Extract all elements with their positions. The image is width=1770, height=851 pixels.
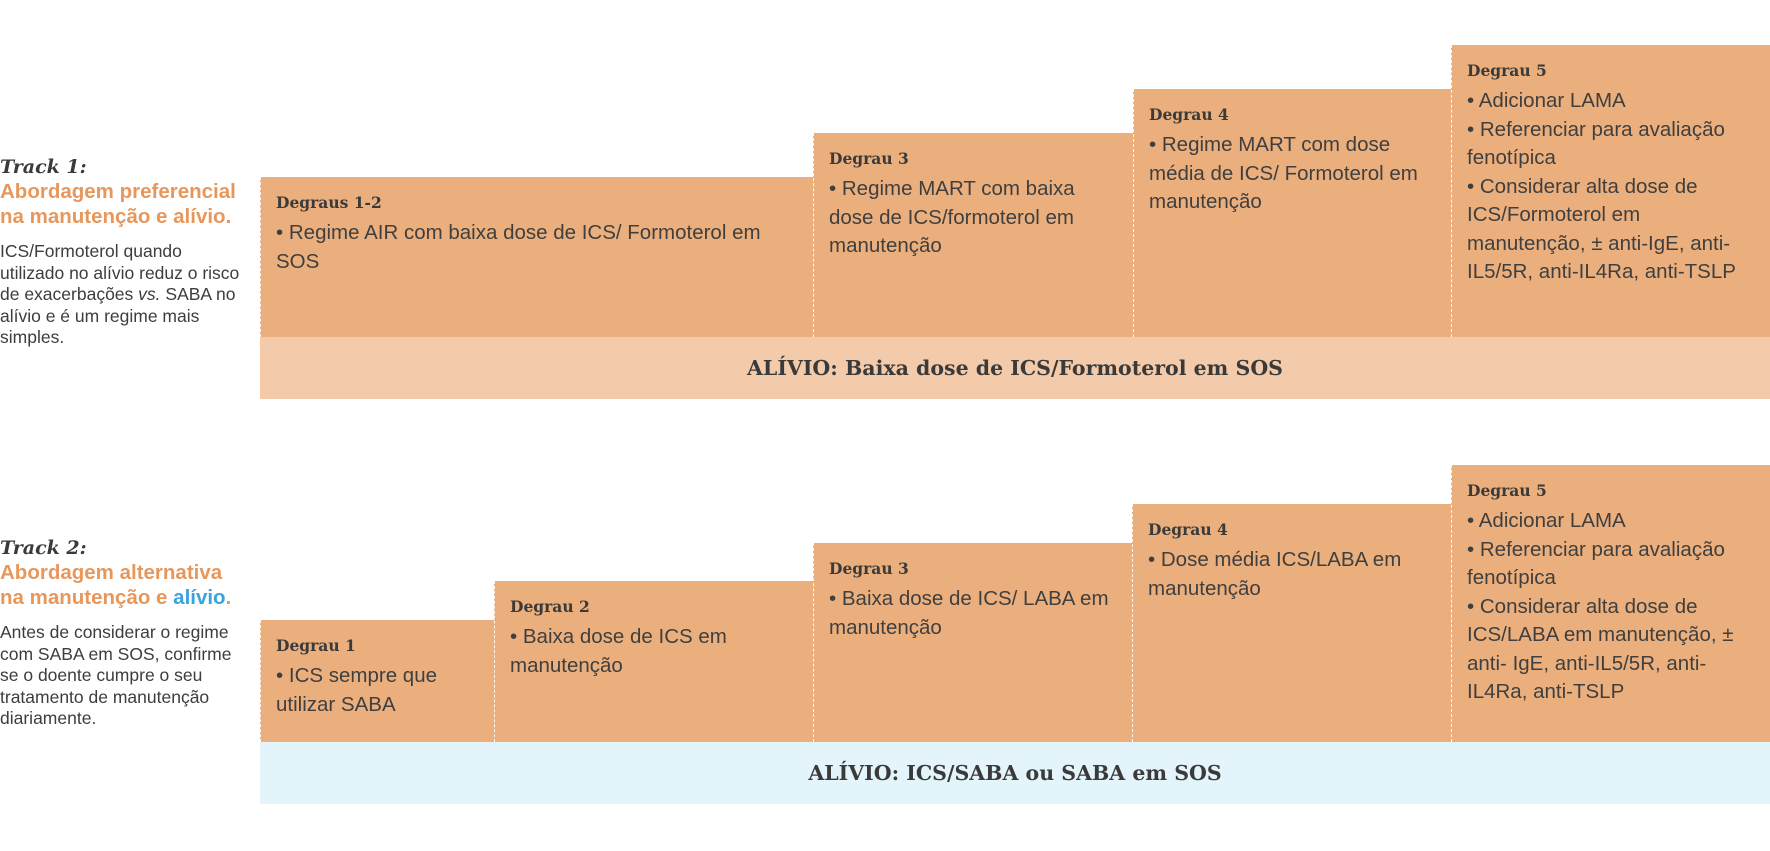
step-title: Degrau 5: [1467, 61, 1547, 80]
step-item: • Baixa dose de ICS/ LABA em manutenção: [829, 587, 1109, 639]
step-title: Degrau 2: [510, 597, 590, 616]
track2-step-4: [1132, 504, 1451, 742]
track2-heading-end: .: [225, 586, 232, 609]
track1-step-5: [1451, 45, 1770, 337]
step-title: Degrau 3: [829, 559, 909, 578]
track2-step-3: [813, 543, 1132, 742]
step-items: [276, 662, 482, 719]
step-item: • ICS sempre que utilizar SABA: [276, 664, 437, 716]
step-item: • Regime MART com dose média de ICS/ Formoterol em manutenção: [1149, 133, 1418, 213]
step-item: • Considerar alta dose de ICS/Formoterol em manutenção, ± anti-IgE, anti-IL5/5R, anti-IL4Ra, anti-TSLP: [1467, 174, 1736, 283]
step-items: [276, 219, 801, 276]
track2-step-5: [1451, 465, 1770, 742]
track1-description-text-end: SABA no alívio e é um regime mais simples.: [0, 284, 236, 347]
track2-label: Track 2:: [0, 537, 87, 559]
track1-step-4: [1133, 89, 1451, 337]
step-item: • Referenciar para avaliação fenotípica: [1467, 537, 1725, 589]
step-items: [829, 175, 1121, 261]
step-title: Degrau 4: [1148, 520, 1228, 539]
track1-step-3: [813, 133, 1133, 337]
step-item: • Regime AIR com baixa dose de ICS/ Formoterol em SOS: [276, 221, 761, 273]
step-item: • Considerar alta dose de ICS/LABA em manutenção, ± anti- IgE, anti-IL5/5R, anti-IL4Ra, anti-TSLP: [1467, 594, 1734, 703]
track2-step-1: [260, 620, 494, 742]
step-item: • Adicionar LAMA: [1467, 509, 1626, 532]
track2-heading-text: Abordagem alternativa na manutenção e: [0, 561, 223, 609]
track2-heading: [0, 560, 245, 610]
step-title: Degrau 3: [829, 149, 909, 168]
step-title: Degrau 4: [1149, 105, 1229, 124]
step-items: [1467, 507, 1758, 707]
step-items: [1148, 546, 1439, 603]
step-items: [510, 623, 801, 680]
step-item: • Referenciar para avaliação fenotípica: [1467, 117, 1725, 169]
step-items: [829, 585, 1120, 642]
track1-relief-bar: ALÍVIO: Baixa dose de ICS/Formoterol em SOS: [260, 337, 1770, 399]
track1-sidebar: [0, 155, 245, 349]
track1-description: [0, 241, 245, 349]
track1-description-vs: vs.: [138, 284, 161, 304]
step-title: Degraus 1-2: [276, 193, 382, 212]
step-item: • Adicionar LAMA: [1467, 89, 1626, 112]
track1-description-text: ICS/Formoterol quando utilizado no alívio reduz o risco de exacerbações: [0, 241, 240, 304]
track1-label: Track 1:: [0, 156, 87, 178]
track2-step-2: [494, 581, 813, 742]
step-title: Degrau 5: [1467, 481, 1547, 500]
step-items: [1149, 131, 1439, 217]
track1-heading: Abordagem preferencial na manutenção e alívio.: [0, 180, 236, 228]
step-item: • Dose média ICS/LABA em manutenção: [1148, 548, 1402, 600]
step-title: Degrau 1: [276, 636, 356, 655]
track2-description: Antes de considerar o regime com SABA em SOS, confirme se o doente cumpre o seu tratamento de manutenção diariamente.: [0, 622, 232, 728]
track1-step-1-2: [260, 177, 813, 337]
track2-heading-highlight: alívio: [173, 586, 226, 609]
step-item: • Baixa dose de ICS em manutenção: [510, 625, 727, 677]
track2-sidebar: [0, 536, 245, 730]
step-items: [1467, 87, 1758, 287]
step-item: • Regime MART com baixa dose de ICS/formoterol em manutenção: [829, 177, 1075, 257]
track2-relief-bar: ALÍVIO: ICS/SABA ou SABA em SOS: [260, 742, 1770, 804]
